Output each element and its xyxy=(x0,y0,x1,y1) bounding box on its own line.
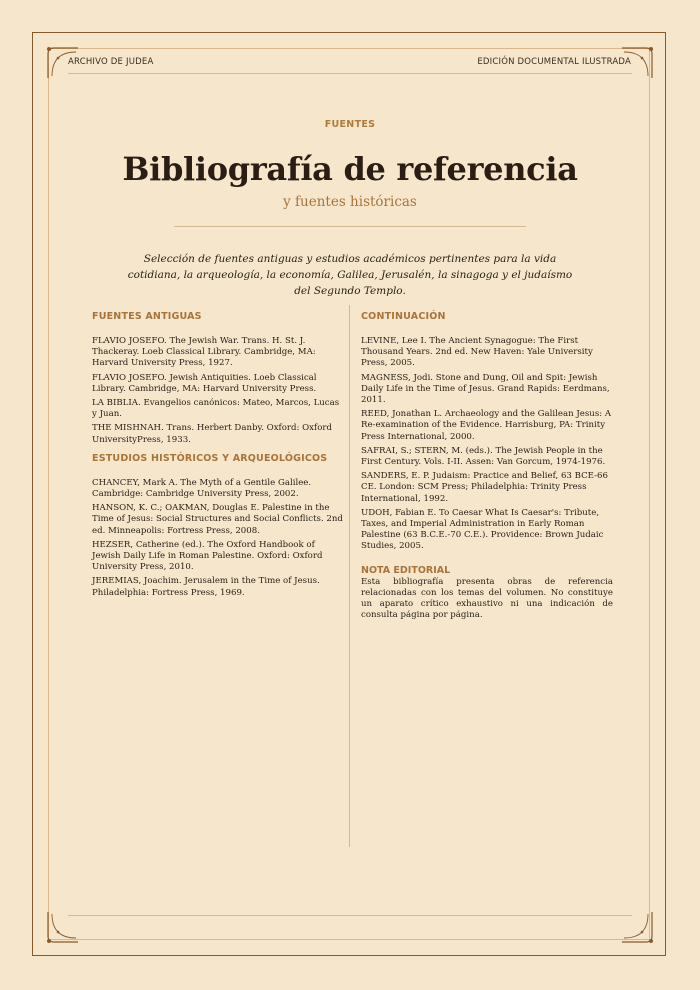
right-column xyxy=(361,311,613,621)
bibliography-entry: JEREMIAS, Joachim. Jerusalem in the Time of Jesus. Philadelphia: Fortress Press, 1969. xyxy=(92,576,320,598)
page-title: Bibliografía de referencia xyxy=(122,150,578,188)
bibliography-entry: THE MISHNAH. Trans. Herbert Danby. Oxford: Oxford UniversityPress, 1933. xyxy=(92,423,332,445)
continuation-heading: CONTINUACIÓN xyxy=(361,311,446,322)
bibliography-entry: REED, Jonathan L. Archaeology and the Galilean Jesus: A Re-examination of the Evidence. Harrisburg, PA: Trinity Press International, 2000. xyxy=(361,409,612,442)
intro-text: Selección de fuentes antiguas y estudios académicos pertinentes para la vida cotidiana, la arqueología, la economía, Galilea, Jerusalén, la sinagoga y el judaísmo del Segundo Templo. xyxy=(127,253,573,297)
ancient-sources-heading: FUENTES ANTIGUAS xyxy=(92,311,202,322)
bottom-rule xyxy=(68,915,632,916)
bibliography-entry: HEZSER, Catherine (ed.). The Oxford Handbook of Jewish Daily Life in Roman Palestine. Oxford: Oxford University Press, 2010. xyxy=(92,539,323,573)
bibliography-entry: CHANCEY, Mark A. The Myth of a Gentile Galilee. Cambridge: Cambridge University Press, 2002. xyxy=(92,477,312,500)
running-head-left: ARCHIVO DE JUDEA xyxy=(68,57,154,67)
bibliography-entry: LA BIBLIA. Evangelios canónicos: Mateo, Marcos, Lucas y Juan. xyxy=(92,398,340,420)
bibliography-entry: HANSON, K. C.; OAKMAN, Douglas E. Palestine in the Time of Jesus: Social Structures and Social Conflicts. 2nd ed. Minneapolis: Fortress Press, 2008. xyxy=(92,503,343,536)
section-kicker: FUENTES xyxy=(324,119,376,130)
bibliography-entry: FLAVIO JOSEFO. The Jewish War. Trans. H. St. J. Thackeray. Loeb Classical Library. Cambridge, MA: Harvard University Press, 1927. xyxy=(92,336,316,369)
bibliography-entry: UDOH, Fabian E. To Caesar What Is Caesar's: Tribute, Taxes, and Imperial Administration in Early Roman Palestine (63 B.C.E.-70 C.E.). Providence: Brown Judaic Studies, 2005. xyxy=(361,507,604,552)
editorial-note-text: Esta bibliografía presenta obras de referencia relacionadas con los temas del volumen. No constituye un aparato crítico exhaustivo ni una indicación de consulta página por página. xyxy=(361,576,613,621)
running-head-right: EDICIÓN DOCUMENTAL ILUSTRADA xyxy=(477,57,631,67)
bibliography-entry: FLAVIO JOSEFO. Jewish Antiquities. Loeb Classical Library. Cambridge, MA: Harvard University Press. xyxy=(92,372,317,394)
bibliography-entry: MAGNESS, Jodi. Stone and Dung, Oil and Spit: Jewish Daily Life in the Time of Jesus. Grand Rapids: Eerdmans, 2011. xyxy=(361,372,610,406)
page-subtitle: y fuentes históricas xyxy=(283,194,417,210)
studies-heading: ESTUDIOS HISTÓRICOS Y ARQUEOLÓGICOS xyxy=(92,452,328,464)
bibliography-entry: SAFRAI, S.; STERN, M. (eds.). The Jewish People in the First Century. Vols. I-II. Assen: Van Gorcum, 1974-1976. xyxy=(361,445,606,468)
editorial-note-heading: NOTA EDITORIAL xyxy=(361,564,451,576)
running-head-rule xyxy=(68,73,632,74)
title-rule xyxy=(174,226,526,227)
bibliography-entry: SANDERS, E. P. Judaism: Practice and Belief, 63 BCE-66 CE. London: SCM Press; Philadelphia: Trinity Press International, 1992. xyxy=(361,471,608,504)
left-column xyxy=(92,311,344,602)
column-divider xyxy=(349,305,350,847)
bibliography-entry: LEVINE, Lee I. The Ancient Synagogue: The First Thousand Years. 2nd ed. New Haven: Yale University Press, 2005. xyxy=(361,336,593,369)
